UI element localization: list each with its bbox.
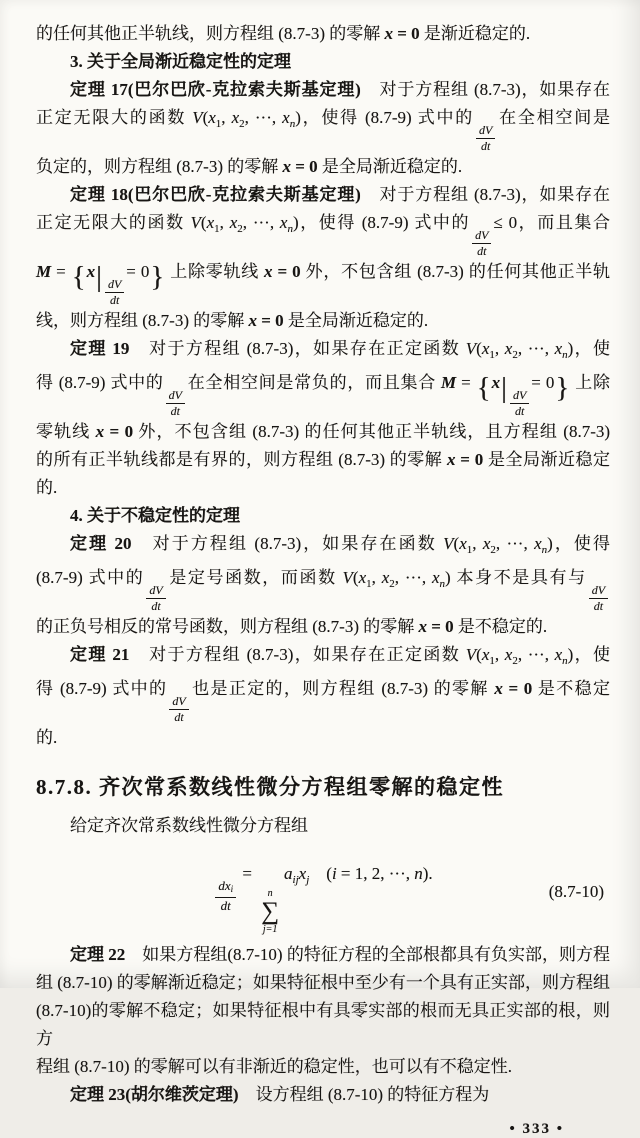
- fraction-numerator: dV: [510, 389, 529, 404]
- text-segment: x: [459, 534, 467, 553]
- theorem-17-line-2: [36, 104, 610, 153]
- fraction-numerator: dV: [169, 695, 188, 710]
- fraction: [476, 124, 495, 153]
- text-segment: x: [491, 373, 501, 392]
- text-segment: (: [453, 534, 460, 553]
- text-segment: 1: [489, 349, 495, 361]
- text-segment: 负定的，则方程组 (8.7-3) 的零解: [36, 157, 283, 176]
- equation-number: (8.7-10): [548, 881, 604, 901]
- theorem-20-line-2: [36, 564, 610, 613]
- theorem-20-line-3: [36, 613, 610, 641]
- text-segment: 8.7.8. 齐次常系数线性微分方程组零解的稳定性: [36, 775, 504, 799]
- fraction-numerator: [215, 879, 236, 898]
- text-segment: x: [481, 645, 490, 664]
- text-segment: n: [289, 118, 296, 130]
- text-segment: x: [231, 108, 240, 127]
- theorem-21-line-1: [36, 641, 610, 675]
- text-segment: x: [431, 568, 440, 587]
- fraction-numerator: dV: [589, 584, 608, 599]
- text-segment: ,: [494, 645, 505, 664]
- text-segment: )，使得 (8.7-9) 式中的: [292, 213, 471, 232]
- fraction-denominator: dt: [220, 898, 231, 913]
- text-segment: n: [439, 578, 446, 590]
- text-segment: x: [447, 450, 456, 469]
- text-segment: 1: [466, 544, 473, 556]
- theorem-20-line-1: [36, 530, 610, 564]
- text-segment: x: [95, 422, 105, 441]
- fraction: [166, 389, 185, 418]
- text-segment: 如果方程组(8.7-10) 的特征方程的全部根都具有负实部，则方程: [125, 945, 611, 964]
- text-segment: 定理 23(胡尔维茨定理): [70, 1085, 239, 1104]
- theorem-18-line-2: [36, 209, 610, 258]
- text-segment: , ···,: [244, 108, 283, 127]
- text-segment: 对于方程组 (8.7-3)，如果存在正定函数: [129, 339, 466, 358]
- text-segment: 外，不包含组 (8.7-3) 的任何其他正半轨: [300, 262, 611, 281]
- text-segment: 定理 22: [70, 945, 126, 964]
- text-segment: 程组 (8.7-10) 的零解可以有非渐近的稳定性，也可以有不稳定性.: [36, 1057, 512, 1076]
- text-segment: 给定齐次常系数线性微分方程组: [70, 816, 308, 835]
- text-segment: 得 (8.7-9) 式中的: [36, 373, 164, 392]
- text-segment: 对于方程组 (8.7-3)，如果存在: [360, 80, 610, 99]
- text-segment: x: [554, 339, 563, 358]
- fraction-denominator: dt: [477, 244, 487, 258]
- text-segment: 定理 17(巴尔巴欣-克拉索夫斯基定理): [70, 80, 361, 99]
- text-segment: x: [208, 108, 216, 127]
- text-segment: 定理 21: [70, 645, 130, 664]
- text-segment: = 0: [272, 262, 301, 281]
- theorem-19-line-1: [36, 335, 610, 369]
- set-delimiter: {: [476, 372, 491, 404]
- theorem-21-line-3: [36, 724, 610, 752]
- text-segment: n: [541, 544, 548, 556]
- text-segment: (8.7-10)的零解不稳定；如果特征根中有具零实部的根而无具正实部的根，则方: [36, 1001, 610, 1048]
- theorem-19-line-4: [36, 446, 610, 474]
- text-segment: 1: [366, 578, 372, 590]
- text-segment: (: [200, 213, 207, 232]
- theorem-21-line-2: [36, 675, 610, 724]
- text-segment: , ···,: [495, 534, 535, 553]
- fraction-denominator: dt: [170, 404, 180, 418]
- text-segment: )，使得: [547, 534, 611, 553]
- text-segment: , ···,: [394, 568, 432, 587]
- fraction: [146, 584, 165, 613]
- text-segment: 对于方程组 (8.7-3)，如果存在正定函数: [129, 645, 466, 664]
- text-segment: =: [456, 373, 476, 392]
- text-segment: 的.: [36, 478, 58, 497]
- set-delimiter: }: [555, 372, 570, 404]
- fraction-denominator: dt: [481, 139, 491, 153]
- theorem-23-line-1: [36, 1081, 610, 1109]
- text-segment: ,: [371, 568, 382, 587]
- paragraph-end-prev-theorem: [36, 20, 610, 48]
- text-segment: = 0: [531, 373, 555, 392]
- fraction-numerator: dV: [166, 389, 185, 404]
- text-segment: V: [190, 213, 201, 232]
- text-segment: V: [465, 339, 477, 358]
- sigma-glyph: ∑: [261, 898, 280, 925]
- text-segment: (: [309, 864, 332, 883]
- fraction-denominator: dt: [109, 293, 120, 307]
- theorem-22-line-1: [36, 941, 610, 969]
- text-segment: V: [443, 534, 454, 553]
- text-segment: 4. 关于不稳定性的定理: [70, 506, 240, 525]
- subsection-3-heading: [36, 48, 610, 76]
- theorem-22-line-3: [36, 997, 610, 1053]
- sum-upper-limit: n: [267, 888, 273, 899]
- text-segment: x: [358, 568, 367, 587]
- text-segment: )，使: [567, 339, 611, 358]
- text-segment: 对于方程组 (8.7-3)，如果存在函数: [131, 534, 444, 553]
- text-segment: 在全相空间是: [497, 108, 611, 127]
- text-segment: 2: [512, 655, 518, 667]
- text-segment: x: [418, 617, 427, 636]
- text-segment: , ···,: [517, 645, 555, 664]
- set-delimiter: |: [501, 372, 507, 404]
- text-segment: x: [482, 534, 491, 553]
- text-segment: 的任何其他正半轨线，则方程组 (8.7-3) 的零解: [36, 24, 385, 43]
- sum-lower-limit: j=1: [262, 924, 278, 935]
- text-segment: 是定号函数，而函数: [167, 568, 343, 587]
- text-segment: x: [384, 24, 393, 43]
- text-segment: 2: [389, 578, 395, 590]
- text-segment: 1: [214, 223, 220, 235]
- fraction: [589, 584, 608, 613]
- fraction-denominator: dt: [151, 599, 161, 613]
- text-segment: = 0: [290, 157, 318, 176]
- text-segment: n: [562, 655, 568, 667]
- text-segment: (: [476, 339, 482, 358]
- text-segment: (: [352, 568, 359, 587]
- text-segment: x: [86, 262, 96, 281]
- fraction-denominator: dt: [593, 599, 604, 613]
- text-segment: ) 本身不是具有与: [445, 568, 587, 587]
- text-segment: 上除: [570, 373, 611, 392]
- text-segment: ,: [219, 213, 230, 232]
- text-segment: 的所有正半轨线都是有界的，则方程组 (8.7-3) 的零解: [36, 450, 448, 469]
- text-segment: V: [342, 568, 353, 587]
- fraction: [105, 278, 124, 307]
- text-segment: 线，则方程组 (8.7-3) 的零解: [36, 311, 249, 330]
- set-delimiter: {: [71, 261, 86, 293]
- text-segment: 1: [215, 118, 222, 130]
- text-segment: x: [264, 262, 273, 281]
- text-segment: a: [284, 864, 293, 883]
- text-segment: 也是正定的，则方程组 (8.7-3) 的零解: [190, 679, 495, 698]
- text-segment: 2: [237, 223, 243, 235]
- text-segment: = 0: [126, 262, 150, 281]
- text-segment: x: [504, 339, 513, 358]
- text-segment: 的正负号相反的常号函数，则方程组 (8.7-3) 的零解: [36, 617, 419, 636]
- fraction-numerator: dV: [472, 229, 491, 244]
- subscript: i: [230, 884, 234, 894]
- text-segment: 是全局渐近稳定的.: [317, 157, 463, 176]
- theorem-19-line-2: [36, 369, 610, 418]
- text-segment: )，使得 (8.7-9) 式中的: [295, 108, 475, 127]
- text-segment: 3. 关于全局渐近稳定性的定理: [70, 52, 291, 71]
- text-segment: x: [282, 108, 290, 127]
- text-segment: )，使: [567, 645, 611, 664]
- text-segment: =: [51, 262, 71, 281]
- text-segment: x: [282, 157, 291, 176]
- text-segment: 组 (8.7-10) 的零解渐近稳定；如果特征根中至少有一个具有正实部，则方程组: [36, 973, 610, 992]
- theorem-18-line-3: [36, 258, 610, 307]
- text-segment: , ···,: [517, 339, 555, 358]
- fraction-numerator: dV: [146, 584, 165, 599]
- text-segment: ).: [422, 864, 433, 883]
- theorem-18-line-1: [36, 181, 610, 209]
- text-segment: ,: [221, 108, 232, 127]
- text-segment: (8.7-9) 式中的: [36, 568, 145, 587]
- text-segment: 2: [490, 544, 496, 556]
- subsection-4-heading: [36, 502, 610, 530]
- text-segment: ≤ 0，而且集合: [493, 213, 611, 232]
- text-segment: n: [414, 864, 423, 883]
- section-878-heading: [36, 772, 610, 802]
- text-segment: x: [494, 679, 503, 698]
- theorem-17-line-1: [36, 76, 610, 104]
- text-segment: j: [306, 874, 310, 886]
- text-segment: 零轨线: [36, 422, 96, 441]
- text-segment: 得 (8.7-9) 式中的: [36, 679, 168, 698]
- fraction-denominator: dt: [514, 404, 525, 418]
- theorem-19-line-5: [36, 474, 610, 502]
- text-segment: (: [476, 645, 482, 664]
- summation-symbol: [261, 889, 279, 935]
- text-segment: ,: [472, 534, 483, 553]
- text-segment: = 0: [392, 24, 420, 43]
- section-878-intro: [36, 812, 610, 840]
- text-segment: 对于方程组 (8.7-3)，如果存在: [360, 185, 610, 204]
- text-segment: 正定无限大的函数: [36, 108, 193, 127]
- text-segment: x: [229, 213, 238, 232]
- text-segment: 是全局渐近稳定: [483, 450, 611, 469]
- text-segment: = 0: [104, 422, 134, 441]
- text-segment: = 0: [256, 311, 284, 330]
- text-segment: 正定无限大的函数: [36, 213, 191, 232]
- theorem-17-line-3: [36, 153, 610, 181]
- text-segment: x: [206, 213, 215, 232]
- theorem-22-line-4: [36, 1053, 610, 1081]
- text-segment: = 0: [455, 450, 484, 469]
- text-segment: 是不稳定的.: [453, 617, 548, 636]
- text-segment: x: [298, 864, 307, 883]
- text-segment: i: [331, 864, 337, 883]
- fraction-denominator: dt: [174, 710, 184, 724]
- text-segment: x: [248, 311, 257, 330]
- text-segment: ,: [494, 339, 505, 358]
- text-segment: M: [36, 262, 52, 281]
- theorem-19-line-3: [36, 418, 610, 446]
- page-number: • 333 •: [509, 1121, 564, 1137]
- text-segment: 是不稳定: [532, 679, 611, 698]
- text-segment: n: [287, 223, 293, 235]
- set-delimiter: }: [150, 261, 165, 293]
- text-segment: 外，不包含组 (8.7-3) 的任何其他正半轨线，且方程组 (8.7-3): [133, 422, 611, 441]
- theorem-22-line-2: [36, 969, 610, 997]
- text-segment: 的.: [36, 728, 58, 747]
- fraction: [169, 695, 188, 724]
- text-segment: =: [238, 864, 257, 883]
- set-delimiter: |: [96, 261, 102, 293]
- text-segment: (: [202, 108, 209, 127]
- text-segment: 定理 18(巴尔巴欣-克拉索夫斯基定理): [70, 185, 361, 204]
- text-segment: 2: [239, 118, 245, 130]
- fraction: [215, 879, 236, 913]
- text-segment: 上除零轨线: [165, 262, 264, 281]
- fraction-numerator: dV: [476, 124, 495, 139]
- text-segment: 2: [512, 349, 518, 361]
- text-segment: = 0: [426, 617, 454, 636]
- text-segment: 是全局渐近稳定的.: [283, 311, 429, 330]
- text-segment: 是渐近稳定的.: [419, 24, 531, 43]
- fraction: [472, 229, 491, 258]
- fraction: [510, 389, 529, 418]
- text-segment: x: [504, 645, 513, 664]
- text-segment: x: [481, 339, 490, 358]
- text-segment: V: [192, 108, 203, 127]
- text-segment: dx: [218, 878, 231, 893]
- page-content: [36, 20, 610, 1109]
- equation-8-7-10: [36, 848, 610, 935]
- text-segment: x: [381, 568, 390, 587]
- text-segment: n: [562, 349, 568, 361]
- text-segment: x: [279, 213, 288, 232]
- theorem-18-line-4: [36, 307, 610, 335]
- text-segment: 设方程组 (8.7-10) 的特征方程为: [238, 1085, 490, 1104]
- text-segment: x: [534, 534, 542, 553]
- text-segment: 定理 20: [70, 534, 132, 553]
- text-segment: 1: [489, 655, 495, 667]
- text-segment: V: [465, 645, 477, 664]
- text-segment: M: [441, 373, 457, 392]
- fraction-numerator: dV: [105, 278, 124, 293]
- text-segment: = 0: [502, 679, 533, 698]
- text-segment: , ···,: [242, 213, 280, 232]
- text-segment: ij: [292, 874, 299, 886]
- text-segment: 定理 19: [70, 339, 130, 358]
- text-segment: = 1, 2, ···,: [336, 864, 415, 883]
- text-segment: 在全相空间是常负的，而且集合: [187, 373, 442, 392]
- text-segment: x: [554, 645, 563, 664]
